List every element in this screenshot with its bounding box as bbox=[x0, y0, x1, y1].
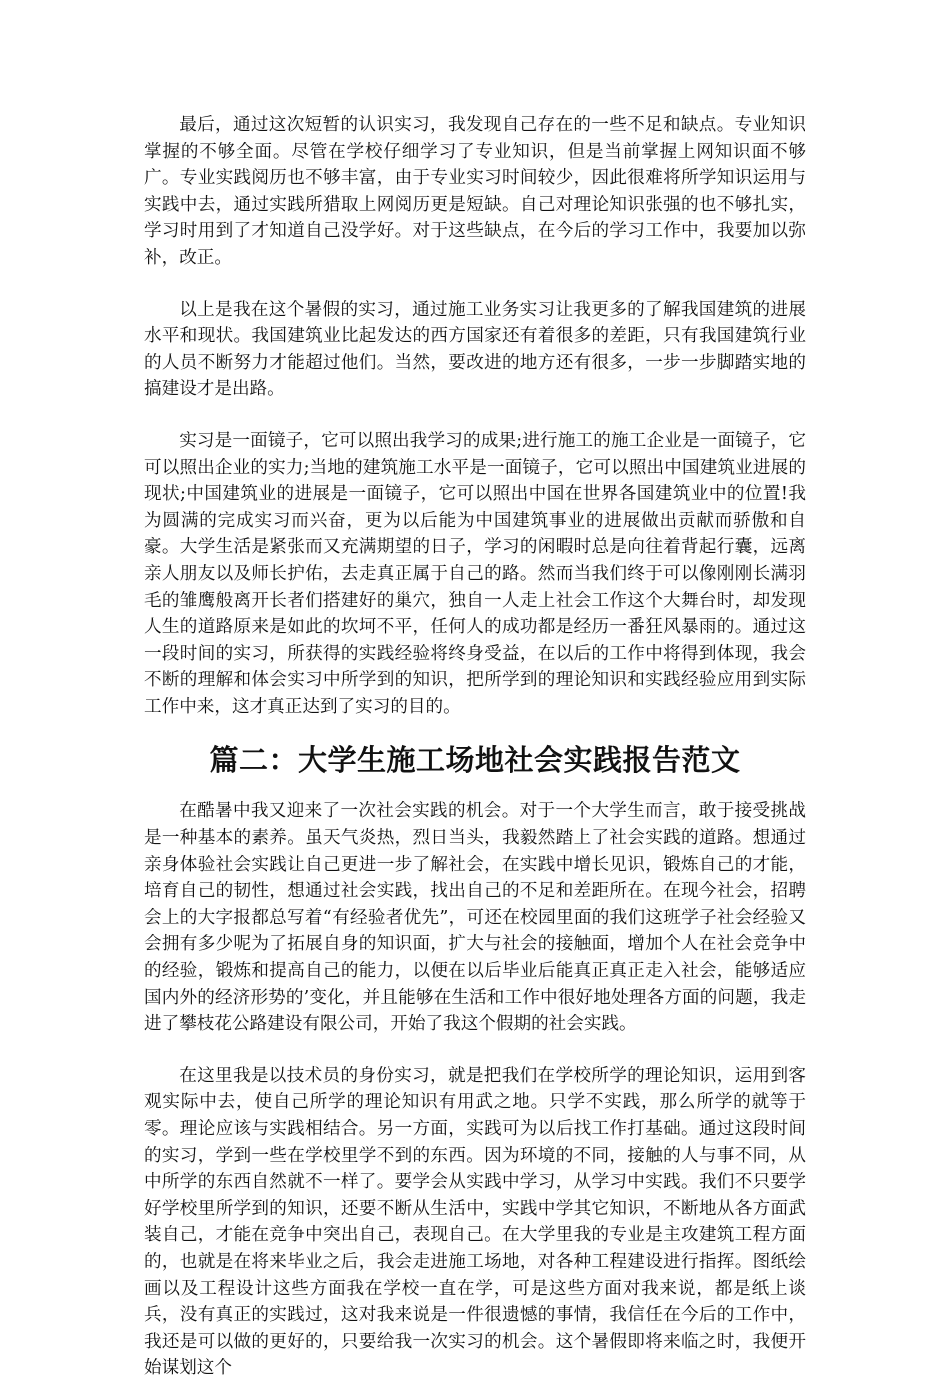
paragraph-gap bbox=[144, 272, 806, 297]
paragraph-gap bbox=[144, 1038, 806, 1063]
paragraph-self-reflection: 最后，通过这次短暂的认识实习，我发现自己存在的一些不足和缺点。专业知识掌握的不够全面。尽管在学校仔细学习了专业知识，但是当前掌握上网知识面不够广。专业实践阅历也不够丰富，由于专业实习时间较少，因此很难将所学知识运用与实践中去，通过实践所猎取上网阅历更是短缺。自己对理论知识张强的也不够扎实，学习时用到了才知道自己没学好。对于这些缺点，在今后的学习工作中，我要加以弥补，改正。 bbox=[144, 115, 806, 268]
paragraph-technician-internship: 在这里我是以技术员的身份实习，就是把我们在学校所学的理论知识，运用到客观实际中去，使自己所学的理论知识有用武之地。只学不实践，那么所学的就等于零。理论应该与实践相结合。另一方面，实践可为以后找工作打基础。通过这段时间的实习，学到一些在学校里学不到的东西。因为环境的不同，接触的人与事不同，从中所学的东西自然就不一样了。要学会从实践中学习，从学习中实践。我们不只要学好学校里所学到的知识，还要不断从生活中，实践中学其它知识，不断地从各方面武装自己，才能在竞争中突出自己，表现自己。在大学里我的专业是主攻建筑工程方面的，也就是在将来毕业之后，我会走进施工场地，对各种工程建设进行指挥。图纸绘画以及工程设计这些方面我在学校一直在学，可是这些方面对我来说，都是纸上谈兵，没有真正的实践过，这对我来说是一件很遗憾的事情，我信任在今后的工作中，我还是可以做的更好的，只要给我一次实习的机会。这个暑假即将来临之时，我便开始谋划这个 bbox=[144, 1065, 806, 1379]
paragraph-gap bbox=[144, 403, 806, 428]
document-page bbox=[144, 112, 806, 1382]
section-heading: 篇二：大学生施工场地社会实践报告范文 bbox=[209, 743, 741, 778]
paragraph-social-practice: 在酷暑中我又迎来了一次社会实践的机会。对于一个大学生而言，敢于接受挑战是一种基本的素养。虽天气炎热，烈日当头，我毅然踏上了社会实践的道路。想通过亲身体验社会实践让自己更进一步了解社会，在实践中增长见识，锻炼自己的才能，培育自己的韧性，想通过社会实践，找出自己的不足和差距所在。在现今社会，招聘会上的大字报都总写着“有经验者优先”，可还在校园里面的我们这班学子社会经验又会拥有多少呢为了拓展自身的知识面，扩大与社会的接触面，增加个人在社会竞争中的经验，锻炼和提高自己的能力，以便在以后毕业后能真正真正走入社会，能够适应国内外的经济形势的’变化，并且能够在生活和工作中很好地处理各方面的问题，我走进了攀枝花公路建设有限公司，开始了我这个假期的社会实践。 bbox=[144, 801, 806, 1035]
paragraph-mirror: 实习是一面镜子，它可以照出我学习的成果;进行施工的施工企业是一面镜子，它可以照出企业的实力;当地的建筑施工水平是一面镜子，它可以照出中国建筑业进展的现状;中国建筑业的进展是一面镜子，它可以照出中国在世界各国建筑业中的位置!我为圆满的完成实习而兴奋，更为以后能为中国建筑事业的进展做出贡献而骄傲和自豪。大学生活是紧张而又充满期望的日子，学习的闲暇时总是向往着背起行囊，远离亲人朋友以及师长护佑，去走真正属于自己的路。然而当我们终于可以像刚刚长满羽毛的雏鹰般离开长者们搭建好的巢穴，独自一人走上社会工作这个大舞台时，却发现人生的道路原来是如此的坎坷不平，任何人的成功都是经历一番狂风暴雨的。通过这一段时间的实习，所获得的实践经验将终身受益，在以后的工作中将得到体现，我会不断的理解和体会实习中所学到的知识，把所学到的理论知识和实践经验应用到实际工作中来，这才真正达到了实习的目的。 bbox=[144, 430, 806, 717]
paragraph-summer-internship: 以上是我在这个暑假的实习，通过施工业务实习让我更多的了解我国建筑的进展水平和现状。我国建筑业比起发达的西方国家还有着很多的差距，只有我国建筑行业的人员不断努力才能超过他们。当然，要改进的地方还有很多，一步一步脚踏实地的搞建设才是出路。 bbox=[144, 299, 806, 400]
